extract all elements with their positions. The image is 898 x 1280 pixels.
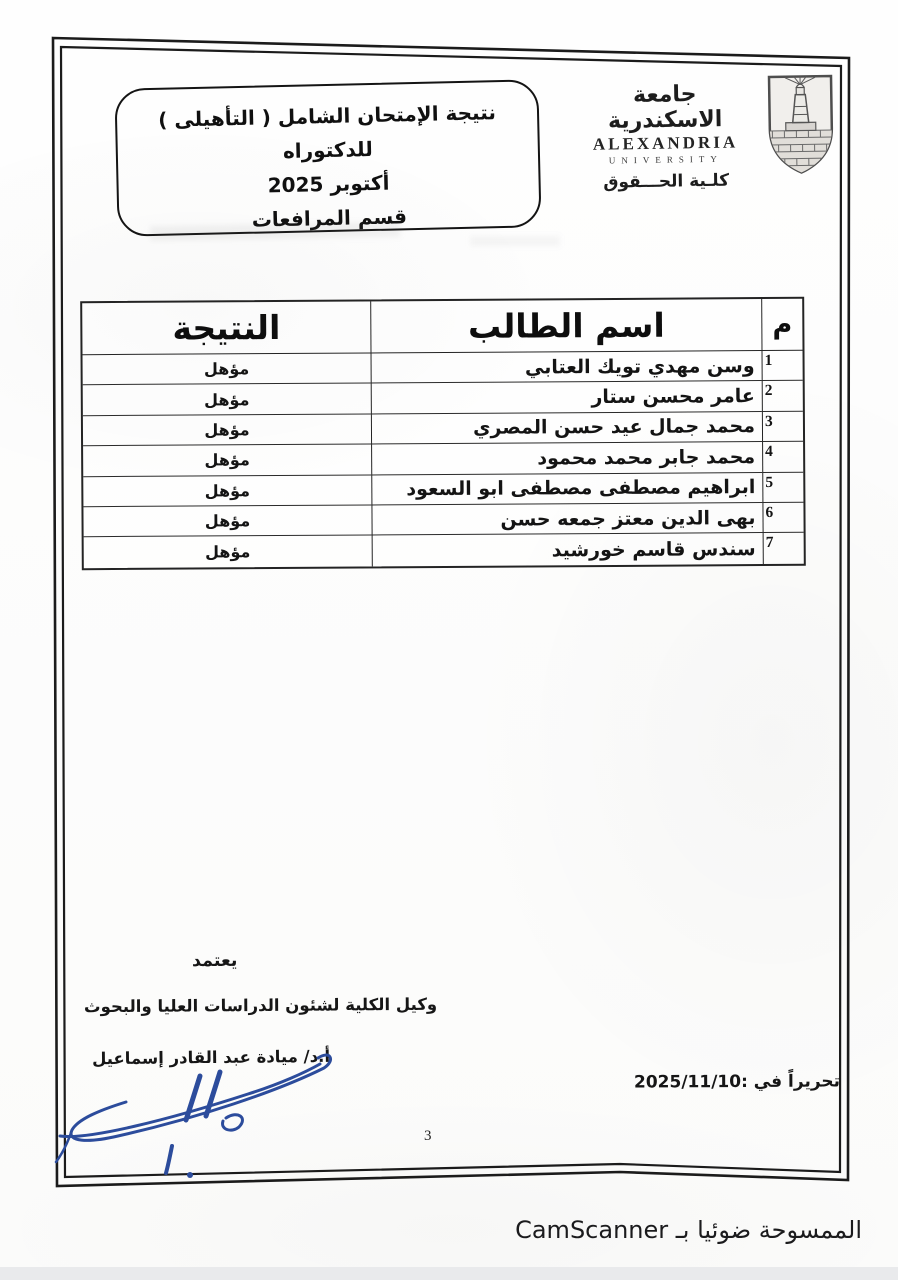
- exam-title-line2: أكتوبر 2025: [267, 170, 390, 198]
- university-subtitle-english: UNIVERSITY: [608, 153, 723, 166]
- scan-smudge: [470, 236, 560, 246]
- result-value: مؤهل: [205, 542, 251, 562]
- exam-title-line1: نتيجة الإمتحان الشامل ( التأهيلى ) للدكتوراه: [157, 100, 497, 164]
- column-header-result: النتيجة: [82, 301, 370, 355]
- row-number: 1: [762, 351, 803, 382]
- page-number: 3: [424, 1128, 432, 1144]
- student-name: بهى الدين معتز جمعه حسن: [371, 503, 762, 536]
- student-name: عامر محسن ستار: [371, 381, 762, 414]
- student-name: ابراهيم مصطفى مصطفى ابو السعود: [371, 473, 762, 506]
- approve-label: يعتمد: [191, 950, 238, 972]
- result-value: مؤهل: [83, 414, 371, 446]
- result-value: مؤهل: [83, 384, 371, 416]
- issue-date: تحريراً في :2025/11/10: [633, 1071, 841, 1093]
- result-value: مؤهل: [83, 353, 371, 385]
- row-number: 6: [762, 503, 803, 534]
- student-name: سندس قاسم خورشيد: [372, 533, 763, 566]
- result-value: مؤهل: [83, 445, 371, 477]
- screen-bottom-strip: [0, 1267, 898, 1280]
- result-value: مؤهل: [83, 505, 371, 537]
- column-header-student-name: اسم الطالب: [370, 299, 761, 353]
- university-name-english: ALEXANDRIA: [592, 132, 739, 154]
- result-value: مؤهل: [83, 475, 371, 507]
- alexandria-crest-icon: [763, 72, 839, 177]
- camscanner-watermark: الممسوحة ضوئيا بـ CamScanner: [515, 1216, 862, 1244]
- student-name: محمد جمال عيد حسن المصري: [371, 412, 762, 445]
- row-number: 4: [762, 442, 803, 473]
- approver-name: أ.د/ ميادة عبد القادر إسماعيل: [91, 1046, 331, 1069]
- university-logo-block: [575, 72, 839, 210]
- student-name: وسن مهدي تويك العتابي: [371, 351, 762, 384]
- column-header-number: م: [761, 299, 802, 351]
- row-number: 7: [763, 533, 804, 564]
- row-number: 5: [762, 472, 803, 503]
- faculty-name-arabic: كلـية الحـــقوق: [603, 170, 730, 193]
- student-name: محمد جابر محمد محمود: [371, 442, 762, 475]
- university-name-arabic: جامعة الاسكندرية: [607, 81, 723, 135]
- exam-title-box: [114, 79, 541, 237]
- results-table: [80, 297, 806, 570]
- approver-title: وكيل الكلية لشئون الدراسات العليا والبحوث: [83, 994, 438, 1017]
- row-number: 3: [762, 412, 803, 443]
- exam-title-line3: قسم المرافعات: [251, 204, 408, 232]
- row-number: 2: [762, 381, 803, 412]
- university-name-block: [575, 73, 756, 193]
- handwritten-signature: [48, 1036, 348, 1181]
